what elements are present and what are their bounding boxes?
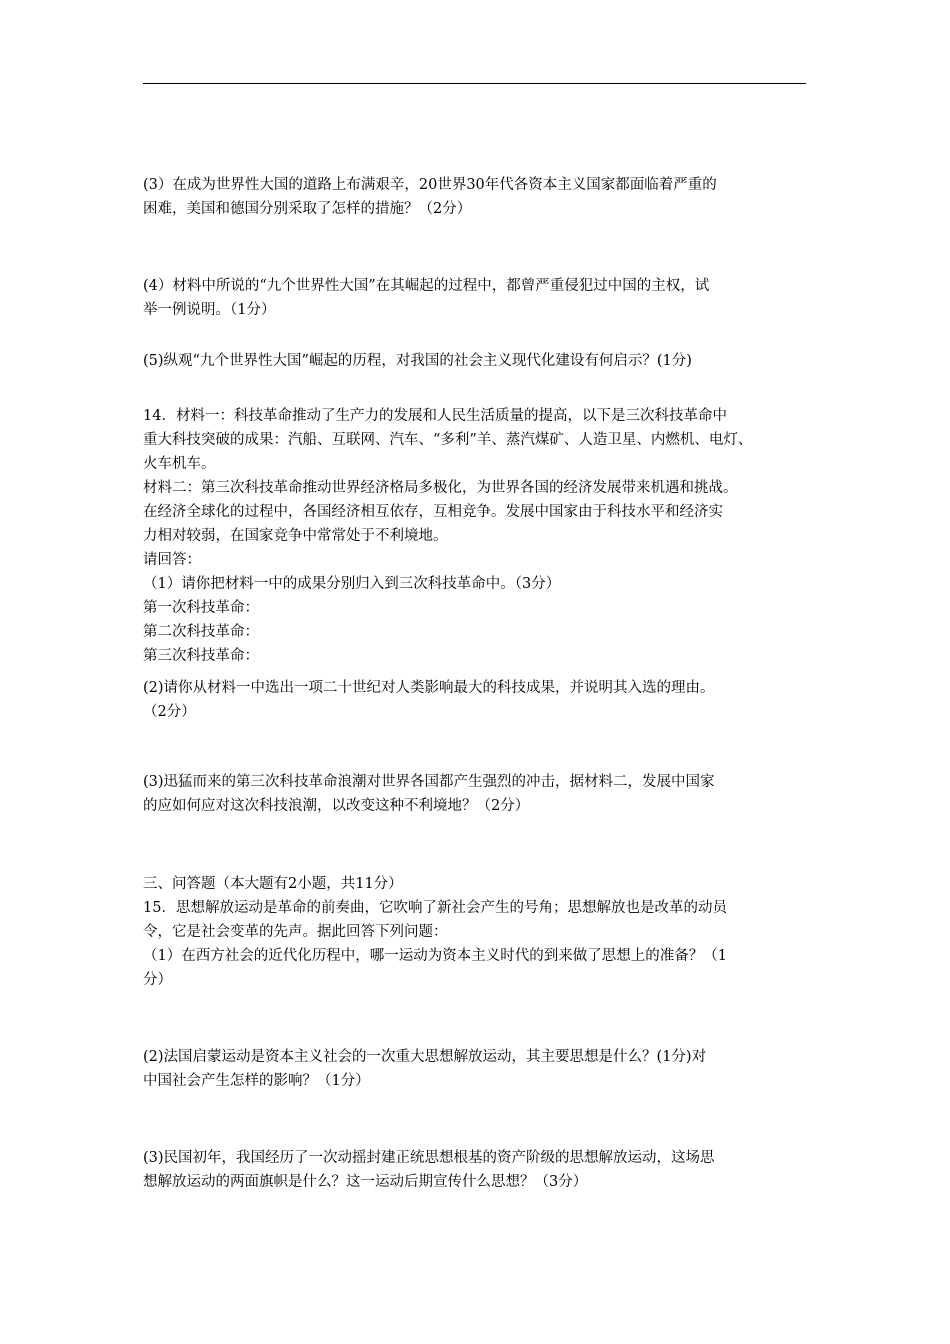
text-line: 14．材料一：科技革命推动了生产力的发展和人民生活质量的提高，以下是三次科技革命中 [143, 408, 727, 424]
text-line: (5)纵观“九个世界性大国”崛起的历程，对我国的社会主义现代化建设有何启示？(1分) [143, 353, 692, 369]
text-line: 材料二：第三次科技革命推动世界经济格局多极化，为世界各国的经济发展带来机遇和挑战。 [143, 480, 738, 496]
text-line: (3)迅猛而来的第三次科技革命浪潮对世界各国都产生强烈的冲击，据材料二，发展中国家 [143, 774, 715, 790]
text-line: 第二次科技革命： [143, 624, 259, 640]
text-line: （1）在西方社会的近代化历程中，哪一运动为资本主义时代的到来做了思想上的准备？（1 [143, 948, 727, 964]
text-line: 想解放运动的两面旗帜是什么？这一运动后期宣传什么思想？（3分） [143, 1174, 588, 1190]
text-line: (3)民国初年，我国经历了一次动摇封建正统思想根基的资产阶级的思想解放运动，这场思 [143, 1150, 715, 1166]
text-line: （2分） [143, 704, 196, 720]
text-line: (4）材料中所说的“九个世界性大国”在其崛起的过程中，都曾严重侵犯过中国的主权，试 [143, 278, 710, 294]
text-line: 在经济全球化的过程中，各国经济相互依存，互相竞争。发展中国家由于科技水平和经济实 [143, 504, 723, 520]
text-line: 的应如何应对这次科技浪潮，以改变这种不利境地？（2分） [143, 798, 530, 814]
text-line: 中国社会产生怎样的影响？（1分） [143, 1073, 370, 1089]
text-line: 第三次科技革命： [143, 648, 259, 664]
text-line: 困难，美国和德国分别采取了怎样的措施？（2分） [143, 201, 472, 217]
text-line: 火车机车。 [143, 456, 216, 472]
text-line: (3）在成为世界性大国的道路上布满艰辛，20世界30年代各资本主义国家都面临着严重的 [143, 177, 717, 193]
text-line: (2)请你从材料一中选出一项二十世纪对人类影响最大的科技成果，并说明其入选的理由。 [143, 680, 715, 696]
text-line: 力相对较弱，在国家竞争中常常处于不利境地。 [143, 528, 448, 544]
text-line: 重大科技突破的成果：汽船、互联网、汽车、“多利”羊、蒸汽煤矿、人造卫星、内燃机、电灯、 [143, 432, 753, 448]
header-rule [143, 83, 806, 84]
text-line: 15．思想解放运动是革命的前奏曲，它吹响了新社会产生的号角；思想解放也是改革的动员 [143, 900, 727, 916]
text-line: （1）请你把材料一中的成果分别归入到三次科技革命中。（3分） [143, 576, 561, 592]
text-line: 令，它是社会变革的先声。据此回答下列问题： [143, 924, 448, 940]
text-line: 请回答： [143, 552, 201, 568]
text-line: (2)法国启蒙运动是资本主义社会的一次重大思想解放运动，其主要思想是什么？(1分)对 [143, 1049, 707, 1065]
text-line: 第一次科技革命： [143, 600, 259, 616]
text-line: 三、问答题（本大题有2小题，共11分） [143, 876, 403, 892]
text-line: 举一例说明。（1分） [143, 302, 276, 318]
text-line: 分） [143, 972, 172, 988]
